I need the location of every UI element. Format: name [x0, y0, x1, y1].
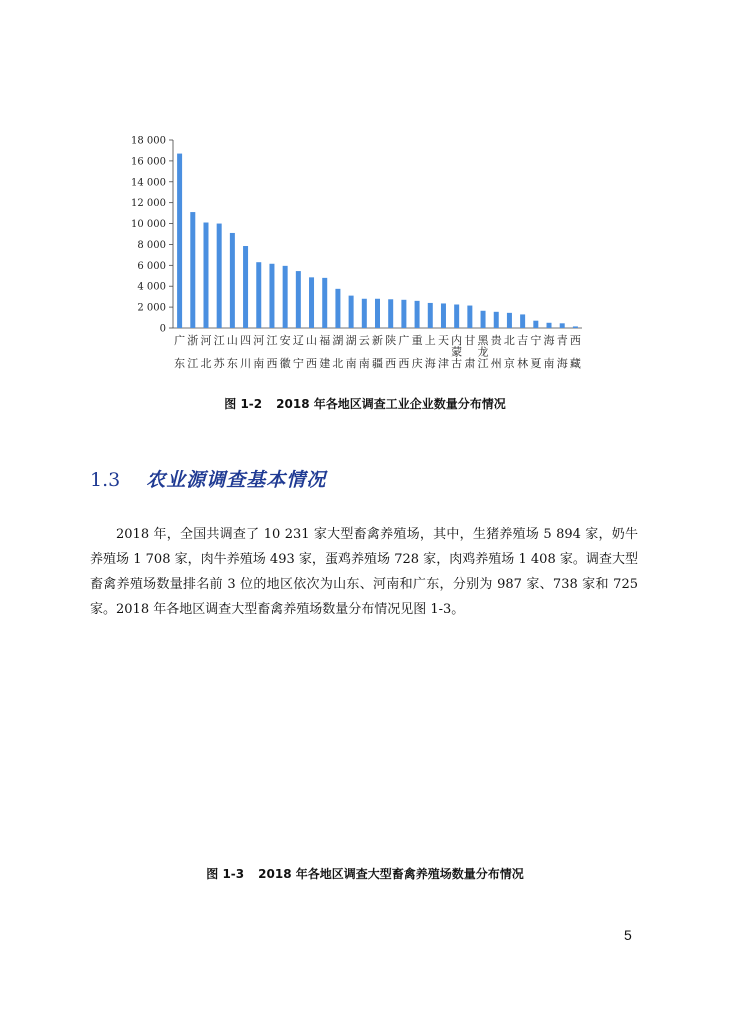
x-tick-label: 甘肃: [464, 334, 476, 370]
bar: [481, 311, 486, 328]
x-tick-label: 江苏: [213, 334, 225, 370]
bar: [177, 154, 182, 328]
x-tick-label: 河南: [253, 334, 265, 370]
figure-1-2-title: 2018 年各地区调查工业企业数量分布情况: [276, 397, 506, 411]
bar: [388, 299, 393, 328]
x-tick-label: 湖北: [332, 334, 344, 370]
bar: [322, 278, 327, 328]
x-tick-label: 福建: [319, 334, 331, 370]
bar: [533, 321, 538, 328]
x-tick-label: 辽宁: [292, 334, 304, 370]
bar: [401, 300, 406, 328]
x-tick-label: 黑龙江: [477, 334, 489, 370]
y-tick-label: 14 000: [131, 177, 166, 189]
x-tick-label: 天津: [437, 334, 449, 370]
x-axis-labels: [174, 333, 581, 370]
section-heading: [90, 465, 326, 492]
bar: [349, 296, 354, 328]
y-tick-label: 18 000: [131, 135, 166, 147]
bar: [256, 262, 261, 328]
x-tick-label: 四川: [240, 334, 252, 370]
x-tick-label: 西藏: [569, 334, 581, 370]
x-tick-label: 重庆: [411, 334, 423, 370]
figure-1-2-number: 图 1-2: [224, 397, 263, 411]
page-number: 5: [624, 927, 632, 943]
bar: [428, 303, 433, 328]
x-tick-label: 青海: [556, 334, 568, 370]
y-tick-label: 8 000: [137, 239, 166, 251]
x-tick-label: 贵州: [490, 334, 502, 370]
bar: [269, 264, 274, 328]
bar: [441, 303, 446, 328]
bar: [573, 326, 578, 328]
bar: [283, 266, 288, 328]
y-axis: [131, 136, 582, 335]
x-tick-label: 吉林: [517, 334, 529, 370]
x-tick-label: 山西: [306, 334, 318, 370]
bar: [560, 323, 565, 328]
x-tick-label: 宁夏: [530, 334, 542, 370]
body-paragraph: 2018 年，全国共调查了 10 231 家大型畜禽养殖场，其中，生猪养殖场 5 894 家，奶牛养殖场 1 708 家，肉牛养殖场 493 家，蛋鸡养殖场 728 家，肉鸡养殖场 1 408 家。调查大型畜禽养殖场数量排名前 3 位的地区依次为山东、河南和广东，分别为 987 家、738 家和 725 家。2018 年各地区调查大型畜禽养殖场数量分布情况见图 1-3。: [90, 527, 638, 617]
x-tick-label: 安徽: [279, 334, 291, 370]
x-tick-label: 陕西: [385, 334, 397, 370]
figure-1-2-caption: [0, 395, 730, 412]
x-tick-label: 河北: [200, 334, 212, 370]
bar: [520, 314, 525, 328]
y-tick-label: 6 000: [137, 260, 166, 272]
bar: [467, 306, 472, 328]
x-tick-label: 湖南: [345, 334, 357, 370]
bar: [309, 277, 314, 328]
section-number: 1.3: [90, 469, 121, 491]
bars: [177, 154, 578, 328]
bar: [230, 233, 235, 328]
bar: [362, 299, 367, 328]
x-tick-label: 海南: [543, 334, 555, 370]
figure-1-3-title: 2018 年各地区调查大型畜禽养殖场数量分布情况: [258, 867, 524, 881]
section-title: 农业源调查基本情况: [146, 469, 327, 491]
bar: [190, 212, 195, 328]
y-tick-label: 10 000: [131, 219, 166, 231]
x-tick-label: 上海: [424, 334, 436, 370]
bar: [547, 323, 552, 328]
figure-1-3-number: 图 1-3: [206, 867, 245, 881]
x-tick-label: 江西: [266, 334, 278, 370]
bar: [217, 224, 222, 328]
x-tick-label: 北京: [503, 334, 515, 370]
y-tick-label: 0: [159, 323, 166, 335]
bar: [243, 246, 248, 328]
y-tick-label: 16 000: [131, 156, 166, 168]
x-tick-label: 浙江: [187, 334, 199, 370]
x-tick-label: 云南: [358, 334, 370, 370]
y-tick-label: 2 000: [137, 302, 166, 314]
bar: [296, 271, 301, 328]
bar: [335, 289, 340, 328]
bar: [454, 305, 459, 329]
y-tick-label: 4 000: [137, 281, 166, 293]
x-tick-label: 广西: [398, 334, 410, 370]
x-tick-label: 新疆: [372, 334, 383, 370]
bar: [507, 313, 512, 328]
bar: [494, 312, 499, 328]
x-tick-label: 广东: [174, 334, 186, 370]
industrial-enterprise-bar-chart: [120, 128, 590, 380]
y-tick-label: 12 000: [131, 198, 166, 210]
bar: [375, 299, 380, 328]
x-tick-label: 内蒙古: [451, 334, 463, 370]
bar: [203, 223, 208, 328]
x-tick-label: 山东: [226, 334, 238, 370]
figure-1-3-caption: [0, 865, 730, 882]
bar: [415, 301, 420, 328]
